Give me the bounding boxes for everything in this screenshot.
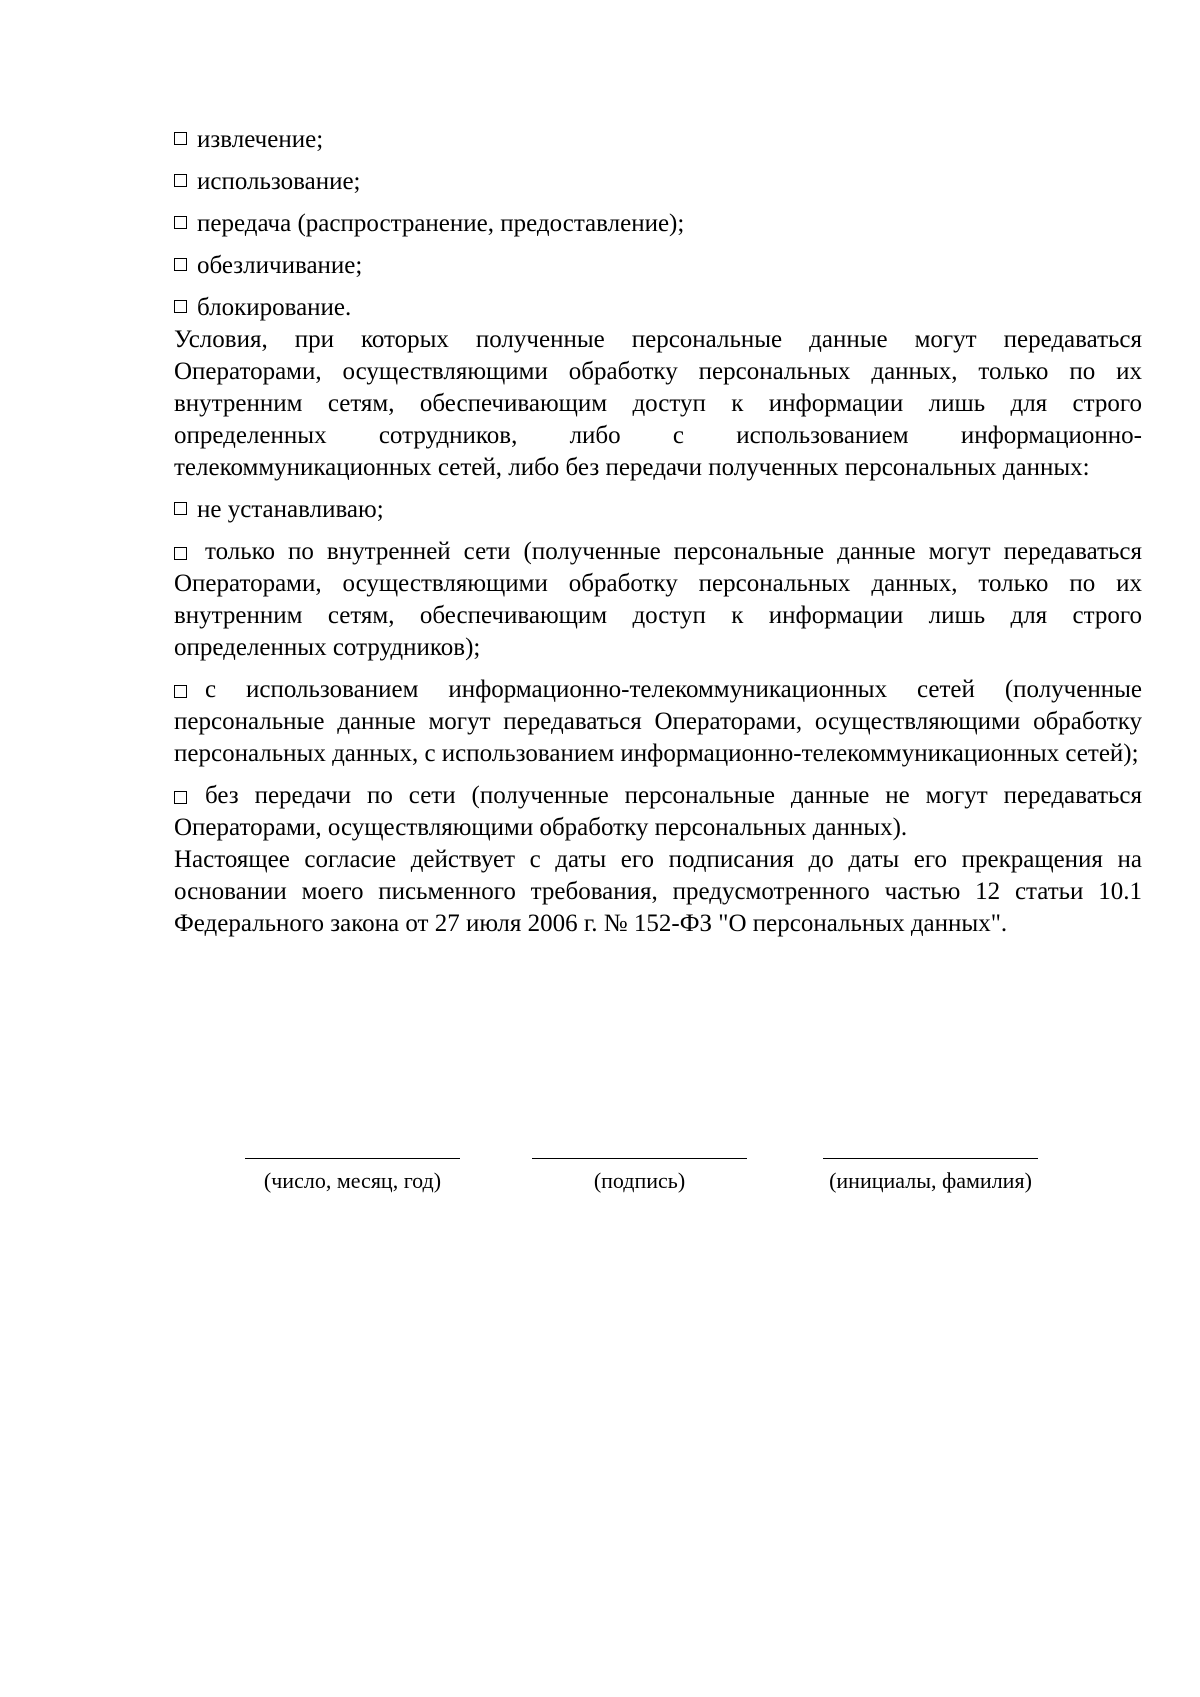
checkbox-option-internal-network[interactable] — [174, 536, 1142, 664]
signature-line — [823, 1158, 1038, 1159]
option-label: не устанавливаю; — [197, 496, 384, 523]
checkbox-icon[interactable] — [174, 547, 187, 560]
signature-date-field[interactable] — [245, 1158, 460, 1218]
signature-name-field[interactable] — [818, 1158, 1043, 1218]
option-label: только по внутренней сети (полученные персональные данные могут передаваться Операторами, осуществляющими обработку персональных данных, только по их внутренним сетям, обеспечивающим доступ к информации лишь для строго определенных сотрудников); — [174, 538, 1142, 661]
checkbox-option-use[interactable] — [174, 166, 1142, 198]
signature-sign-field[interactable] — [532, 1158, 747, 1218]
checkbox-option-not-set[interactable] — [174, 494, 1142, 526]
checkbox-option-transfer[interactable] — [174, 208, 1142, 240]
checkbox-icon[interactable] — [174, 216, 187, 229]
checkbox-option-blocking[interactable] — [174, 292, 1142, 324]
document-body — [174, 124, 1142, 940]
checkbox-icon[interactable] — [174, 132, 187, 145]
signature-line — [532, 1158, 747, 1159]
validity-paragraph: Настоящее согласие действует с даты его подписания до даты его прекращения на основании моего письменного требования, предусмотренного частью 12 статьи 10.1 Федерального закона от 27 июля 2006 г. № 152-ФЗ "О персональных данных". — [174, 846, 1142, 937]
signature-line — [245, 1158, 460, 1159]
conditions-intro: Условия, при которых полученные персональные данные могут передаваться Операторами, осуществляющими обработку персональных данных, только по их внутренним сетям, обеспечивающим доступ к информации лишь для строго определенных сотрудников, либо с использованием информационно-телекоммуникационных сетей, либо без передачи полученных персональных данных: — [174, 326, 1142, 481]
date-caption: (число, месяц, год) — [263, 1168, 442, 1193]
option-label: с использованием информационно-телекоммуникационных сетей (полученные персональные данные могут передаваться Операторами, осуществляющими обработку персональных данных, с использованием информационно-телекоммуникационных сетей); — [174, 676, 1142, 767]
option-label: без передачи по сети (полученные персональные данные не могут передаваться Операторами, осуществляющими обработку персональных данных). — [174, 782, 1142, 841]
checkbox-icon[interactable] — [174, 685, 187, 698]
option-label: обезличивание; — [197, 252, 363, 279]
option-label: использование; — [197, 168, 361, 195]
checkbox-icon[interactable] — [174, 174, 187, 187]
sign-caption: (подпись) — [593, 1168, 686, 1193]
checkbox-option-depersonalization[interactable] — [174, 250, 1142, 282]
checkbox-option-extraction[interactable] — [174, 124, 1142, 156]
checkbox-option-telecom-networks[interactable] — [174, 674, 1142, 770]
option-label: блокирование. — [197, 294, 352, 321]
checkbox-option-no-network[interactable] — [174, 780, 1142, 844]
checkbox-icon[interactable] — [174, 502, 187, 515]
option-label: извлечение; — [197, 126, 324, 153]
checkbox-icon[interactable] — [174, 258, 187, 271]
name-caption: (инициалы, фамилия) — [829, 1168, 1032, 1193]
checkbox-icon[interactable] — [174, 300, 187, 313]
option-label: передача (распространение, предоставление); — [197, 210, 685, 237]
checkbox-icon[interactable] — [174, 791, 187, 804]
